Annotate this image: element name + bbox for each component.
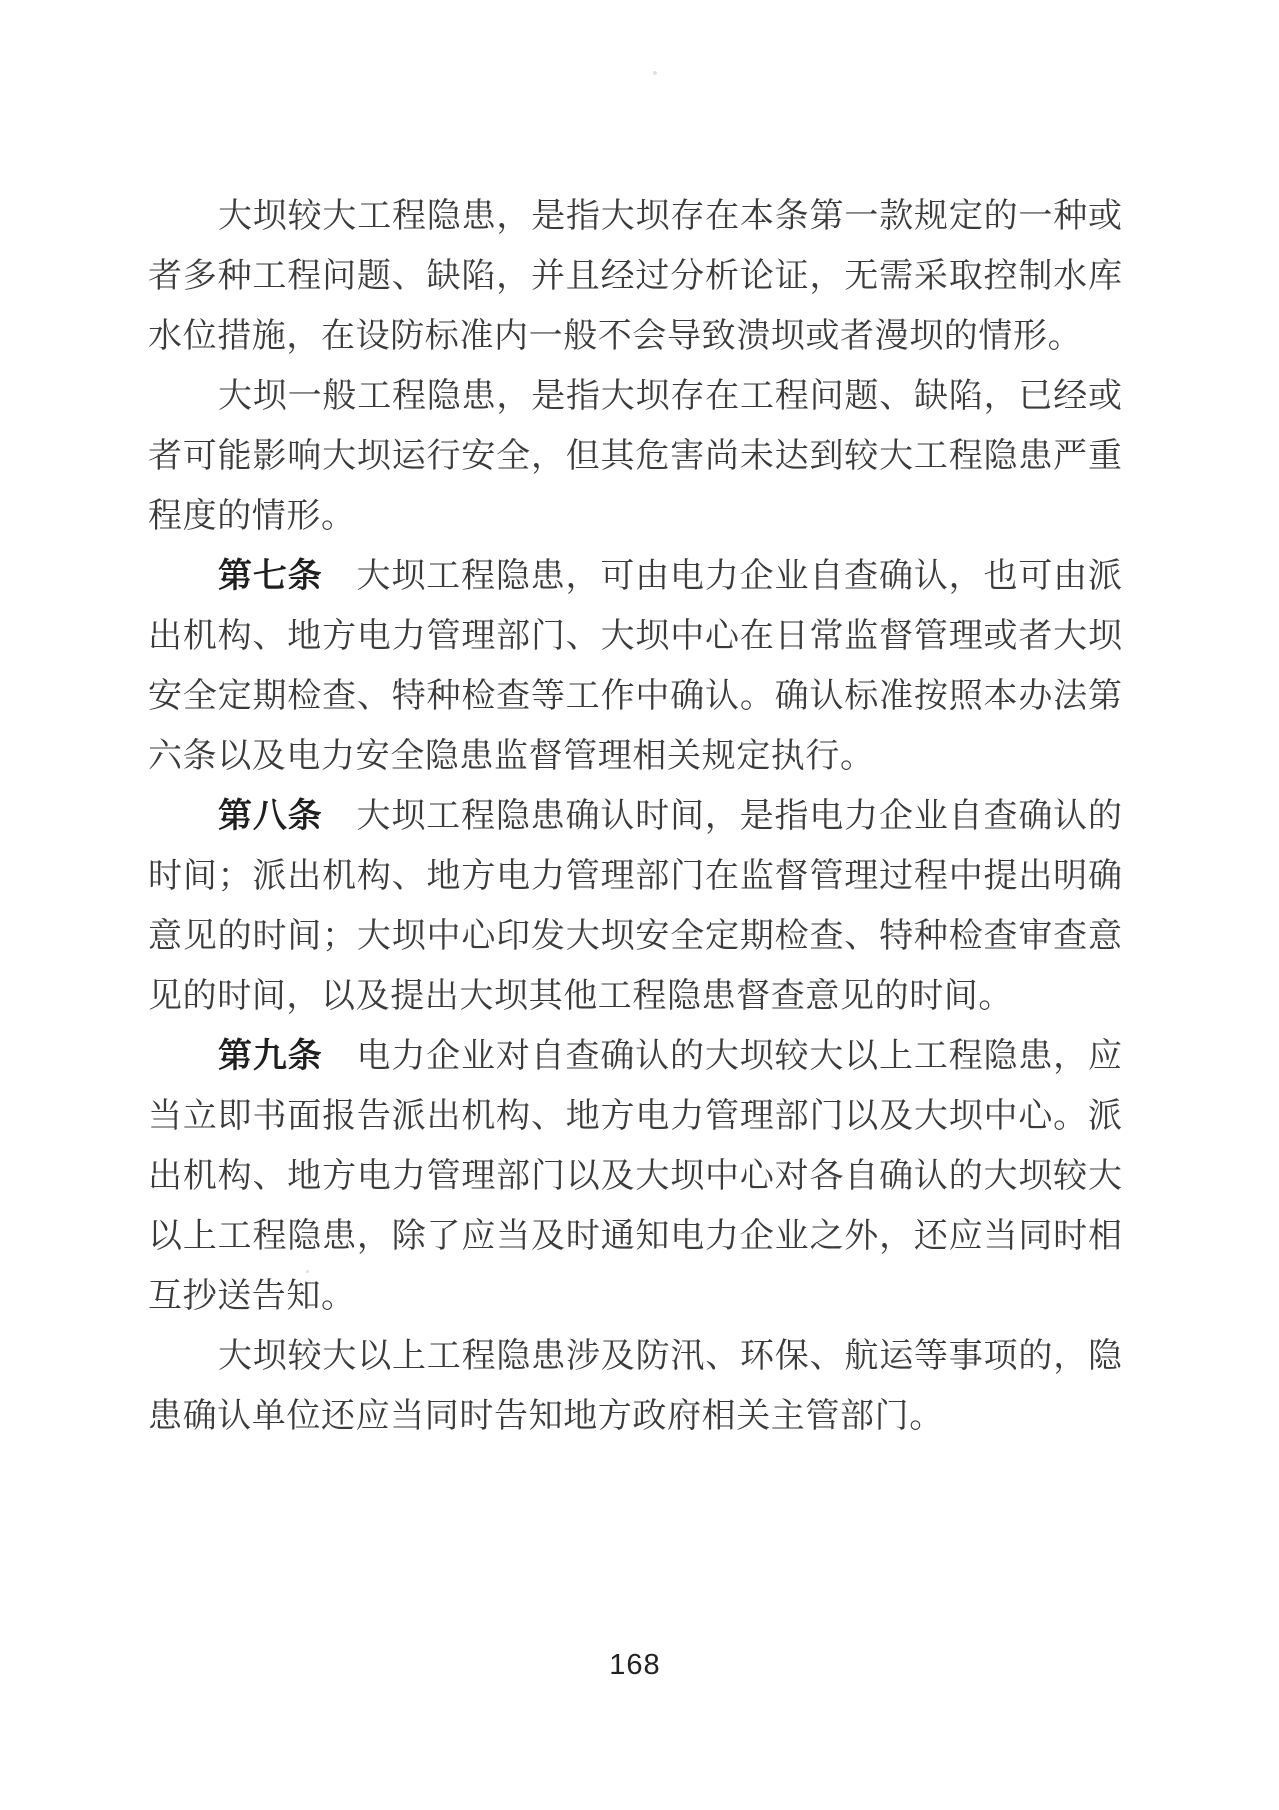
line-text: 电力企业对自查确认的大坝较大以上工程隐患，应: [356, 1038, 1122, 1075]
text-line: [148, 1207, 1122, 1267]
line-text: 大坝工程隐患确认时间，是指电力企业自查确认的: [356, 798, 1122, 835]
line-text: 互抄送告知。: [148, 1278, 356, 1315]
article-number: 第八条: [218, 798, 323, 835]
text-line: [148, 787, 1122, 847]
page-number: 168: [609, 1649, 661, 1681]
text-line: [148, 847, 1122, 907]
line-text: 大坝较大工程隐患，是指大坝存在本条第一款规定的一种或: [218, 198, 1122, 235]
text-line: [148, 1387, 1122, 1447]
text-line: [148, 1267, 1122, 1327]
line-text: 意见的时间；大坝中心印发大坝安全定期检查、特种检查审查意: [148, 918, 1122, 955]
scan-artifact-dot: [306, 1270, 309, 1273]
text-line: [148, 967, 1122, 1027]
line-text: 大坝较大以上工程隐患涉及防汛、环保、航运等事项的，隐: [218, 1338, 1122, 1375]
text-line: [148, 1327, 1122, 1387]
line-text: 出机构、地方电力管理部门、大坝中心在日常监督管理或者大坝: [148, 618, 1122, 655]
line-text: 以上工程隐患，除了应当及时通知电力企业之外，还应当同时相: [148, 1218, 1122, 1255]
text-line: [148, 1027, 1122, 1087]
article-number: 第七条: [218, 558, 323, 595]
line-text: 安全定期检查、特种检查等工作中确认。确认标准按照本办法第: [148, 678, 1122, 715]
scan-artifact-dot: [653, 71, 657, 75]
line-text: 六条以及电力安全隐患监督管理相关规定执行。: [148, 738, 875, 775]
line-text: 时间；派出机构、地方电力管理部门在监督管理过程中提出明确: [148, 858, 1122, 895]
text-line: [148, 907, 1122, 967]
line-text: 出机构、地方电力管理部门以及大坝中心对各自确认的大坝较大: [148, 1158, 1122, 1195]
text-line: [148, 487, 1122, 547]
line-text: 见的时间，以及提出大坝其他工程隐患督查意见的时间。: [148, 978, 1013, 1015]
line-text: 者多种工程问题、缺陷，并且经过分析论证，无需采取控制水库: [148, 258, 1122, 295]
line-text: 大坝工程隐患，可由电力企业自查确认，也可由派: [356, 558, 1122, 595]
line-text: 患确认单位还应当同时告知地方政府相关主管部门。: [148, 1398, 944, 1435]
text-line: [148, 427, 1122, 487]
text-block: [148, 187, 1122, 1447]
text-line: [148, 667, 1122, 727]
article-number: 第九条: [218, 1038, 323, 1075]
text-line: [148, 1147, 1122, 1207]
text-line: [148, 1087, 1122, 1147]
text-line: [148, 187, 1122, 247]
line-text: 大坝一般工程隐患，是指大坝存在工程问题、缺陷，已经或: [218, 378, 1122, 415]
text-line: [148, 727, 1122, 787]
text-line: [148, 307, 1122, 367]
line-text: 水位措施，在设防标准内一般不会导致溃坝或者漫坝的情形。: [148, 318, 1083, 355]
line-text: 程度的情形。: [148, 498, 356, 535]
line-text: 者可能影响大坝运行安全，但其危害尚未达到较大工程隐患严重: [148, 438, 1122, 475]
text-line: [148, 547, 1122, 607]
text-line: [148, 367, 1122, 427]
text-line: [148, 607, 1122, 667]
text-line: [148, 247, 1122, 307]
line-text: 当立即书面报告派出机构、地方电力管理部门以及大坝中心。派: [148, 1098, 1122, 1135]
